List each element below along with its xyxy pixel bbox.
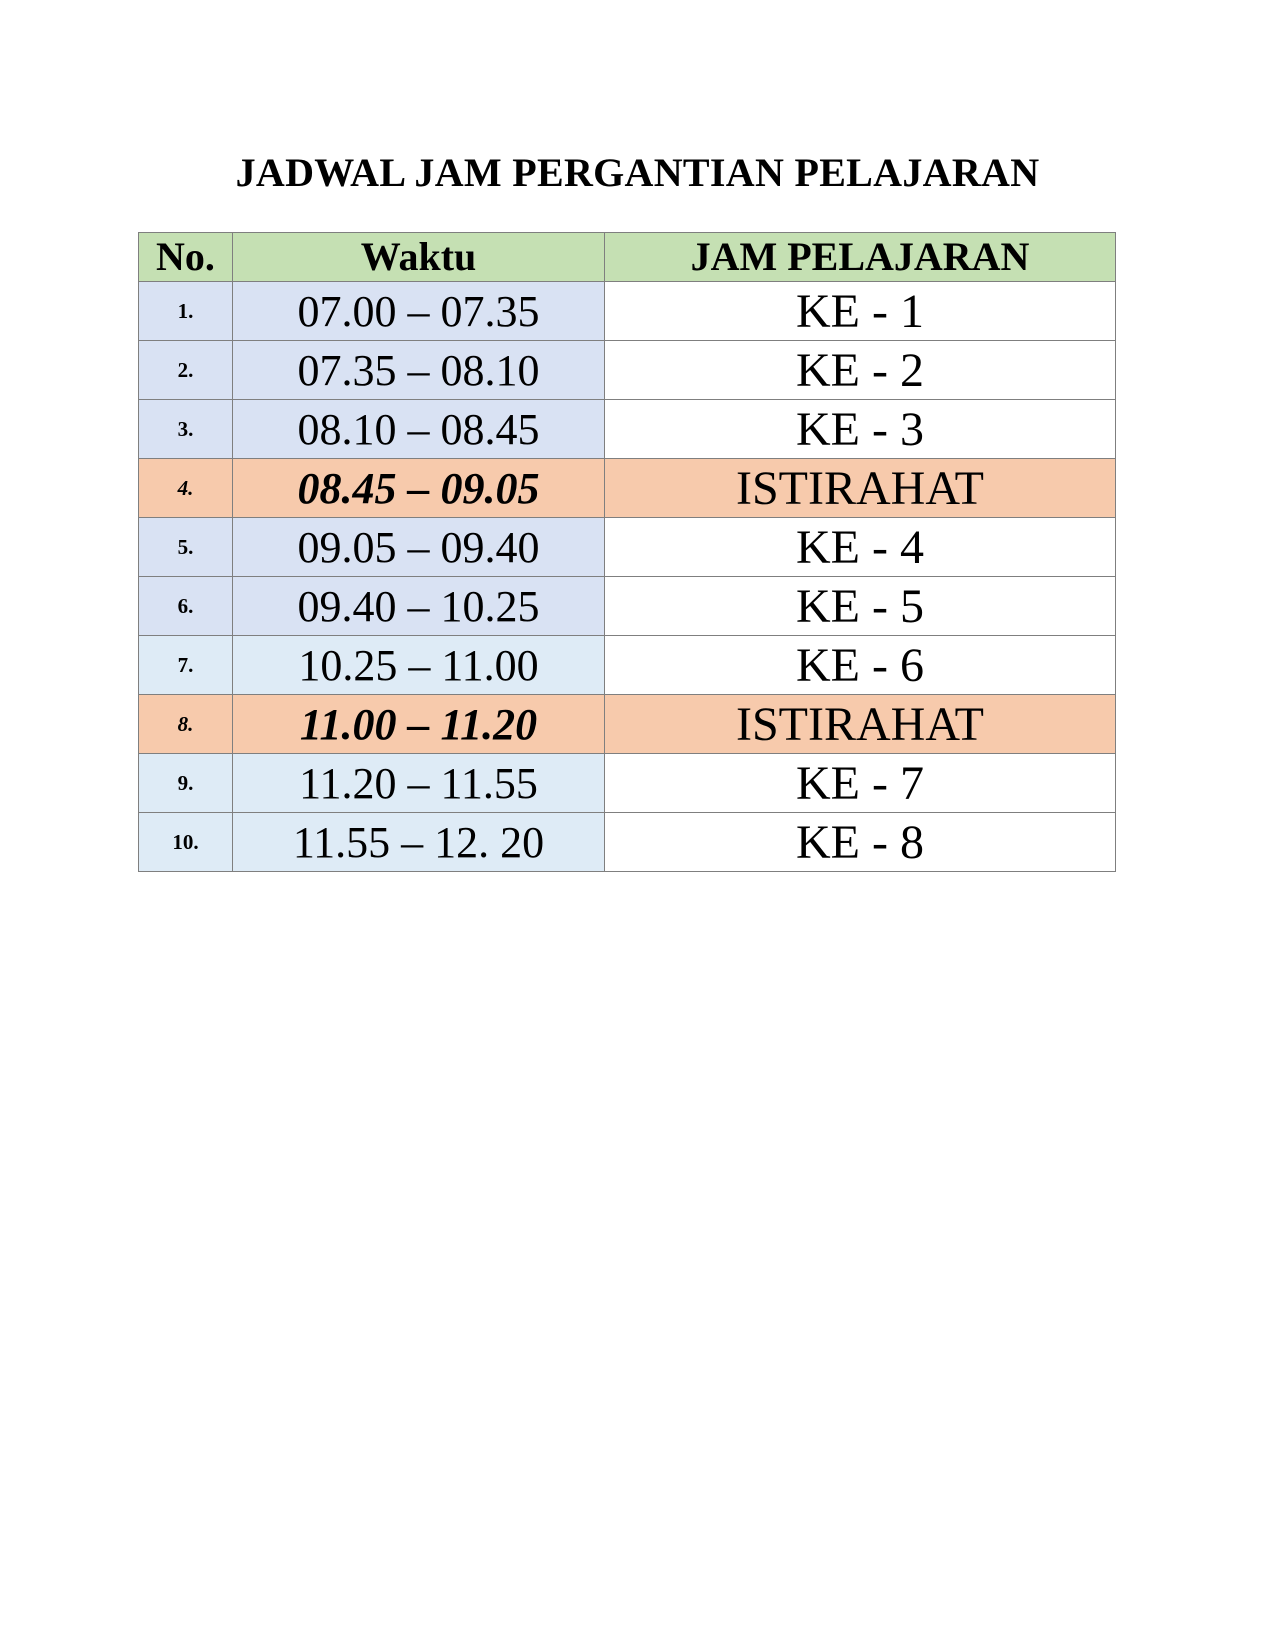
row-lesson: KE - 7 bbox=[605, 754, 1116, 813]
schedule-table bbox=[138, 232, 1116, 872]
table-row bbox=[139, 577, 1116, 636]
header-waktu: Waktu bbox=[233, 233, 605, 282]
row-break-label: ISTIRAHAT bbox=[605, 695, 1116, 754]
table-row bbox=[139, 754, 1116, 813]
table-row bbox=[139, 282, 1116, 341]
row-lesson: KE - 2 bbox=[605, 341, 1116, 400]
table-row bbox=[139, 636, 1116, 695]
header-jam-pelajaran: JAM PELAJARAN bbox=[605, 233, 1116, 282]
row-number: 5. bbox=[139, 518, 233, 577]
row-time: 07.00 – 07.35 bbox=[233, 282, 605, 341]
header-no: No. bbox=[139, 233, 233, 282]
table-row bbox=[139, 341, 1116, 400]
row-lesson: KE - 3 bbox=[605, 400, 1116, 459]
table-row-break bbox=[139, 459, 1116, 518]
row-number: 4. bbox=[139, 459, 233, 518]
row-lesson: KE - 6 bbox=[605, 636, 1116, 695]
row-number: 10. bbox=[139, 813, 233, 872]
row-lesson: KE - 1 bbox=[605, 282, 1116, 341]
row-time: 11.55 – 12. 20 bbox=[233, 813, 605, 872]
table-header-row bbox=[139, 233, 1116, 282]
row-number: 2. bbox=[139, 341, 233, 400]
row-break-label: ISTIRAHAT bbox=[605, 459, 1116, 518]
row-number: 3. bbox=[139, 400, 233, 459]
row-time: 11.20 – 11.55 bbox=[233, 754, 605, 813]
row-lesson: KE - 5 bbox=[605, 577, 1116, 636]
row-lesson: KE - 8 bbox=[605, 813, 1116, 872]
row-number: 1. bbox=[139, 282, 233, 341]
row-time: 07.35 – 08.10 bbox=[233, 341, 605, 400]
row-time: 10.25 – 11.00 bbox=[233, 636, 605, 695]
row-number: 6. bbox=[139, 577, 233, 636]
row-time: 08.10 – 08.45 bbox=[233, 400, 605, 459]
row-number: 7. bbox=[139, 636, 233, 695]
table-row-break bbox=[139, 695, 1116, 754]
table-row bbox=[139, 813, 1116, 872]
row-lesson: KE - 4 bbox=[605, 518, 1116, 577]
table-row bbox=[139, 400, 1116, 459]
row-number: 8. bbox=[139, 695, 233, 754]
row-time: 09.40 – 10.25 bbox=[233, 577, 605, 636]
row-time: 11.00 – 11.20 bbox=[233, 695, 605, 754]
row-time: 09.05 – 09.40 bbox=[233, 518, 605, 577]
row-time: 08.45 – 09.05 bbox=[233, 459, 605, 518]
page-title: JADWAL JAM PERGANTIAN PELAJARAN bbox=[235, 150, 1040, 195]
table-row bbox=[139, 518, 1116, 577]
row-number: 9. bbox=[139, 754, 233, 813]
